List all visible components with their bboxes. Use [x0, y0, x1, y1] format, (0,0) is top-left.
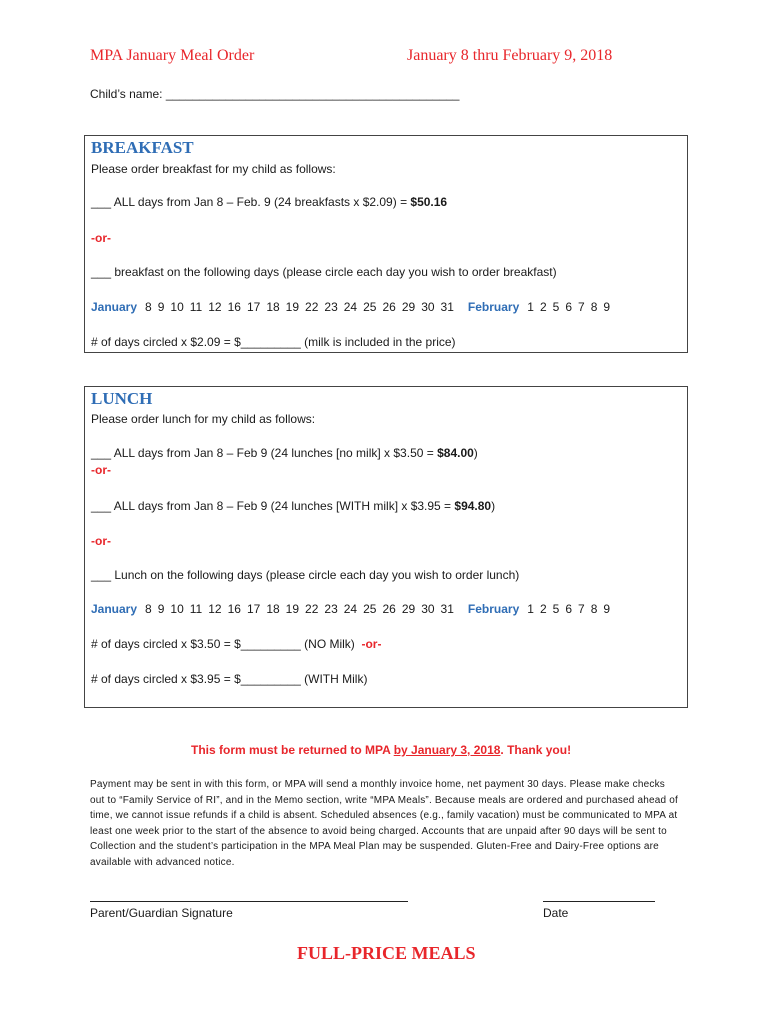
breakfast-section [84, 135, 688, 353]
lunch-day-selector [91, 602, 622, 616]
day-option[interactable]: 31 [440, 602, 454, 616]
day-option[interactable]: 24 [343, 602, 358, 616]
lunch-no-milk-close-paren: ) [473, 446, 478, 460]
day-option[interactable]: 17 [246, 300, 261, 314]
lunch-or-divider-1: -or- [91, 463, 111, 477]
day-option[interactable]: 24 [343, 300, 358, 314]
day-option[interactable]: 22 [305, 300, 319, 314]
lunch-or-divider-2: -or- [91, 534, 111, 548]
lunch-no-milk-total: $84.00 [437, 446, 474, 460]
lunch-with-milk-total: $94.80 [454, 499, 492, 513]
day-option[interactable]: 29 [401, 300, 416, 314]
day-option[interactable]: 12 [208, 300, 222, 314]
full-price-meals-footer: FULL-PRICE MEALS [297, 943, 476, 963]
return-deadline: by January 3, 2018 [393, 743, 501, 757]
day-option[interactable]: 5 [552, 602, 560, 616]
day-option[interactable]: 25 [363, 602, 377, 616]
return-notice-suffix: . Thank you! [500, 743, 572, 757]
breakfast-calculation[interactable]: # of days circled x $2.09 = $_________ (milk is included in the price) [91, 335, 456, 349]
lunch-no-milk-label: ___ ALL days from Jan 8 – Feb 9 (24 lunches [no milk] x $3.50 = [91, 446, 438, 460]
day-option[interactable]: 11 [189, 300, 203, 314]
lunch-select-days-option[interactable]: ___ Lunch on the following days (please circle each day you wish to order lunch) [91, 568, 520, 582]
return-notice-prefix: This form must be returned to MPA [191, 743, 394, 757]
payment-terms-paragraph: Payment may be sent in with this form, or MPA will send a monthly invoice home, net payment 30 days. Please make checks out to “Family Service of RI”, and in the Memo section, write “MPA Meals”. Because meals are ordered and purchased ahead of time, we cannot issue refunds if a child is absent. Scheduled absences (e.g., family vacation) must be communicated to MPA at least one week prior to the start of the absence to avoid being charged. Accounts that are unpaid after 90 days will be sent to Collection and the student’s participation in the MPA Meal Plan may be suspended. Gluten-Free and Dairy-Free options are available with advanced notice. [90, 779, 679, 868]
day-option[interactable]: 31 [440, 300, 454, 314]
day-option[interactable]: 10 [170, 300, 184, 314]
parent-signature-label: Parent/Guardian Signature [90, 906, 233, 920]
lunch-with-milk-close-paren: ) [491, 499, 496, 513]
day-option[interactable]: 5 [552, 300, 560, 314]
day-option[interactable]: 19 [285, 300, 300, 314]
day-option[interactable]: 2 [539, 300, 547, 314]
day-option[interactable]: 2 [539, 602, 547, 616]
lunch-title: LUNCH [91, 389, 153, 408]
day-option[interactable]: 1 [527, 602, 534, 616]
day-option[interactable]: 7 [578, 602, 585, 616]
day-option[interactable]: 23 [324, 300, 338, 314]
breakfast-intro: Please order breakfast for my child as follows: [91, 162, 336, 176]
date-label: Date [543, 906, 569, 920]
lunch-calculation-with-milk[interactable]: # of days circled x $3.95 = $_________ (WITH Milk) [91, 672, 368, 686]
day-option[interactable]: 23 [324, 602, 338, 616]
return-notice [191, 743, 571, 757]
day-option[interactable]: 19 [285, 602, 300, 616]
lunch-with-milk-option[interactable] [91, 499, 495, 513]
day-option[interactable]: 18 [266, 300, 280, 314]
day-option[interactable]: 8 [590, 602, 598, 616]
lunch-february-label: February [467, 602, 520, 616]
breakfast-title: BREAKFAST [91, 138, 194, 157]
day-option[interactable]: 30 [421, 300, 435, 314]
day-option[interactable]: 9 [603, 300, 611, 314]
day-option[interactable]: 22 [305, 602, 319, 616]
breakfast-day-selector [91, 300, 622, 314]
lunch-intro: Please order lunch for my child as follows: [91, 412, 316, 426]
lunch-calculation-no-milk[interactable] [91, 637, 381, 651]
breakfast-select-days-option[interactable]: ___ breakfast on the following days (please circle each day you wish to order breakfast) [91, 265, 557, 279]
day-option[interactable]: 6 [565, 300, 573, 314]
breakfast-all-days-option[interactable] [91, 195, 447, 209]
day-option[interactable]: 9 [157, 602, 165, 616]
child-name-field[interactable]: Child’s name: ____________________________________________ [90, 87, 460, 101]
breakfast-february-label: February [467, 300, 520, 314]
date-range: January 8 thru February 9, 2018 [407, 47, 613, 64]
signature-line[interactable] [90, 901, 408, 902]
day-option[interactable]: 25 [363, 300, 377, 314]
form-title: MPA January Meal Order [90, 47, 255, 64]
day-option[interactable]: 16 [227, 300, 241, 314]
lunch-with-milk-label: ___ ALL days from Jan 8 – Feb 9 (24 lunches [WITH milk] x $3.95 = [91, 499, 455, 513]
lunch-january-label: January [91, 602, 138, 616]
day-option[interactable]: 10 [170, 602, 184, 616]
day-option[interactable]: 17 [246, 602, 261, 616]
lunch-section [84, 386, 688, 708]
day-option[interactable]: 6 [565, 602, 573, 616]
day-option[interactable]: 12 [208, 602, 222, 616]
day-option[interactable]: 1 [527, 300, 534, 314]
day-option[interactable]: 7 [578, 300, 585, 314]
day-option[interactable]: 16 [227, 602, 241, 616]
lunch-calc-or: -or- [361, 637, 382, 651]
lunch-calc-no-milk-label: # of days circled x $3.50 = $_________ (NO Milk) [91, 637, 355, 651]
day-option[interactable]: 11 [189, 602, 203, 616]
day-option[interactable]: 8 [145, 602, 152, 616]
day-option[interactable]: 9 [157, 300, 165, 314]
day-option[interactable]: 9 [603, 602, 611, 616]
day-option[interactable]: 8 [145, 300, 152, 314]
breakfast-all-days-label: ___ ALL days from Jan 8 – Feb. 9 (24 breakfasts x $2.09) = [91, 195, 411, 209]
breakfast-or-divider: -or- [91, 231, 111, 245]
lunch-no-milk-option[interactable] [91, 446, 478, 460]
day-option[interactable]: 26 [382, 300, 396, 314]
day-option[interactable]: 29 [401, 602, 416, 616]
breakfast-january-label: January [91, 300, 138, 314]
day-option[interactable]: 30 [421, 602, 435, 616]
breakfast-all-days-total: $50.16 [410, 195, 448, 209]
day-option[interactable]: 18 [266, 602, 280, 616]
day-option[interactable]: 8 [590, 300, 598, 314]
day-option[interactable]: 26 [382, 602, 396, 616]
date-line[interactable] [543, 901, 655, 902]
